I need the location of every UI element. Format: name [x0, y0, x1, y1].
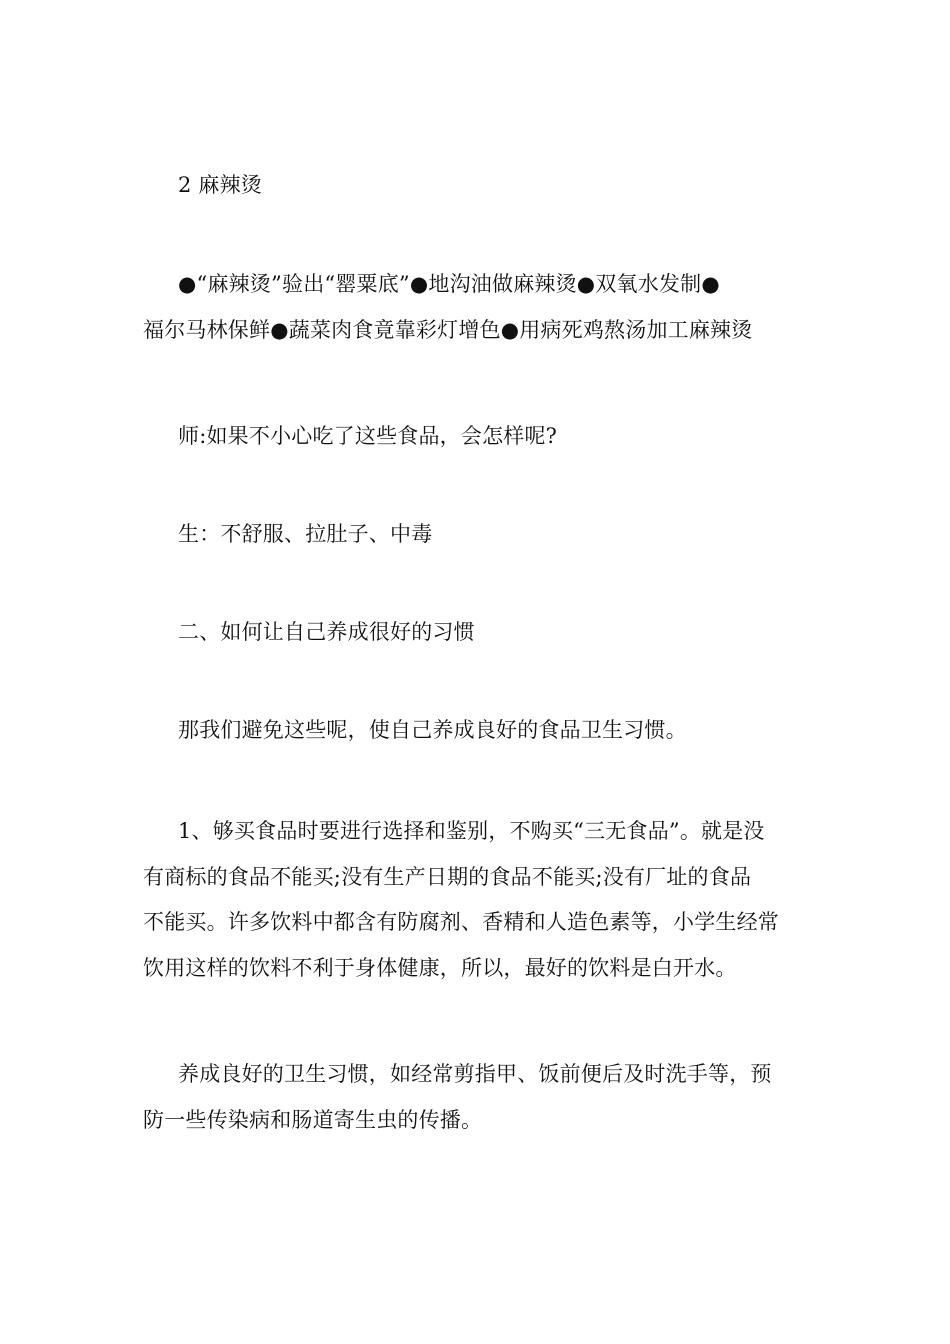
- paragraph-hygiene-habits: [143, 1052, 808, 1143]
- paragraph-buying-food: [143, 809, 808, 991]
- paragraph-malatang-issues: [143, 262, 808, 353]
- paragraph-teacher-question: [143, 414, 808, 460]
- text-line: 生：不舒服、拉肚子、中毒: [178, 522, 433, 546]
- text-line: 福尔马林保鲜●蔬菜肉食竟靠彩灯增色●用病死鸡熬汤加工麻辣烫: [143, 317, 753, 342]
- text-line: 2 麻辣烫: [178, 173, 263, 197]
- text-line: 那我们避免这些呢，使自己养成良好的食品卫生习惯。: [178, 718, 687, 742]
- section-heading-malatang: [143, 163, 808, 209]
- text-line: 师:如果不小心吃了这些食品，会怎样呢?: [178, 424, 558, 448]
- text-line: 饮用这样的饮料不利于身体健康，所以，最好的饮料是白开水。: [143, 955, 737, 980]
- text-line: 防一些传染病和肠道寄生虫的传播。: [143, 1107, 483, 1132]
- text-line: 二、如何让自己养成很好的习惯: [178, 620, 475, 644]
- text-line: 养成良好的卫生习惯，如经常剪指甲、饭前便后及时洗手等，预: [178, 1062, 772, 1086]
- paragraph-intro-habits: [143, 708, 808, 754]
- paragraph-student-answer: [143, 512, 808, 558]
- text-line: 有商标的食品不能买;没有生产日期的食品不能买;没有厂址的食品: [143, 864, 752, 889]
- section-heading-habits: [143, 610, 808, 656]
- text-line: ●“麻辣烫”验出“罂粟底”●地沟油做麻辣烫●双氧水发制●: [178, 272, 720, 296]
- text-line: 不能买。许多饮料中都含有防腐剂、香精和人造色素等，小学生经常: [143, 910, 779, 934]
- text-line: 1、够买食品时要进行选择和鉴别，不购买“三无食品”。就是没: [178, 819, 765, 843]
